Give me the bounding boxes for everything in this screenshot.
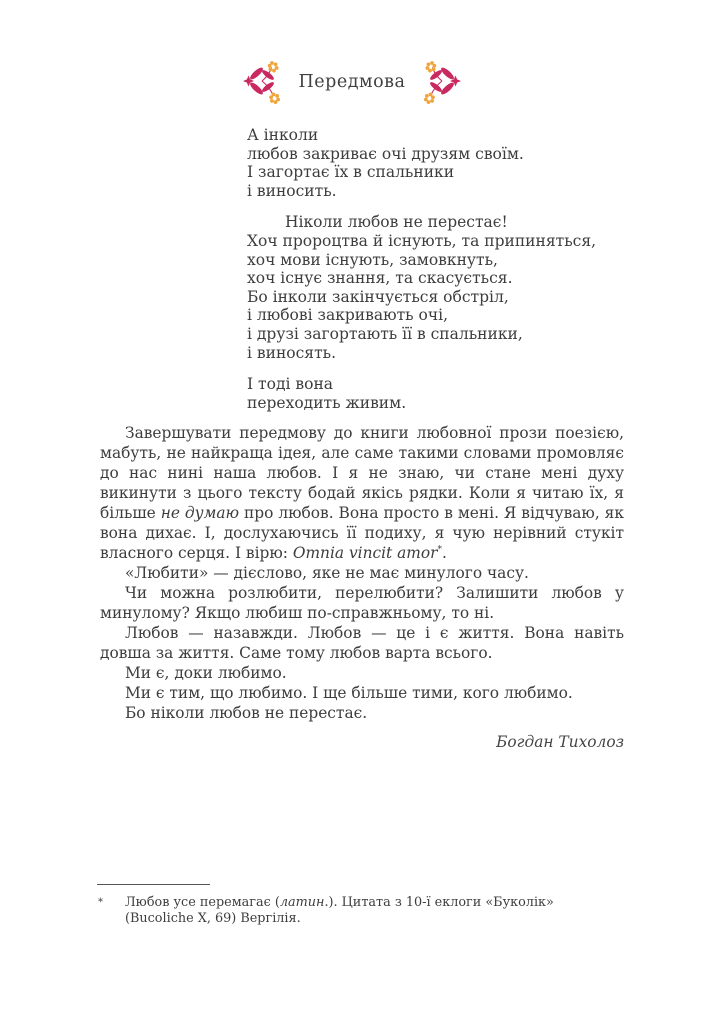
chapter-header bbox=[0, 60, 704, 104]
poem-line: переходить живим. bbox=[247, 393, 407, 412]
poem-line: і друзі загортають її в спальники, bbox=[247, 324, 523, 343]
poem-line: любов закриває очі друзям своїм. bbox=[247, 144, 524, 163]
poem-line: І тоді вона bbox=[247, 375, 334, 394]
poem-stanza bbox=[247, 126, 596, 200]
poem-line: Ніколи любов не перестає! bbox=[285, 213, 508, 232]
footnote-text: .). Цитата з 10-ї еклоги «Буколік» (Bucoliche X, 69) Вергілія. bbox=[125, 895, 554, 926]
prose-paragraph: Любов — назавжди. Любов — це і є життя. Вона навіть довша за життя. Саме тому любов варта всього. bbox=[100, 624, 624, 662]
prose-paragraph: «Любити» — дієслово, яке не має минулого часу. bbox=[125, 564, 529, 582]
floral-ornament-right-icon bbox=[422, 60, 462, 104]
latin-quote: Omnia vincit amor bbox=[292, 544, 438, 562]
footnote-text: Любов усе перемагає ( bbox=[125, 895, 280, 910]
poem-stanza bbox=[247, 375, 596, 412]
prose-paragraph: Чи можна розлюбити, перелюбити? Залишити любов у минулому? Якщо любиш по-справжньому, то ні. bbox=[100, 584, 624, 622]
preface-prose bbox=[100, 423, 624, 752]
poem-line: хоч мови існують, замовкнуть, bbox=[247, 250, 498, 269]
poem-line: і виносить. bbox=[247, 181, 337, 200]
page-title: Передмова bbox=[298, 72, 406, 92]
prose-text: Завершувати передмову до книги любовної прози поезією, мабуть, не найкраща ідея, але саме такими словами промовляє до нас нині наша любов. І я не знаю, чи стане мені духу викинути з цього тексту бодай якісь рядки. Коли я читаю їх, я більше bbox=[100, 424, 624, 522]
footnote-divider bbox=[97, 884, 210, 885]
prose-paragraph: Ми є, доки любимо. bbox=[125, 664, 287, 682]
poem-line: і виносять. bbox=[247, 343, 337, 362]
prose-text: про любов. Вона просто в мені. Я відчуваю, як вона дихає. І, дослухаючись її подиху, я чую нерівний стукіт власного серця. І вірю: bbox=[100, 504, 624, 562]
poem-line: хоч існує знання, та скасується. bbox=[247, 269, 513, 288]
footnote bbox=[97, 884, 625, 927]
poem-line: Бо інколи закінчується обстріл, bbox=[247, 287, 509, 306]
footnote-reference-marker: * bbox=[437, 544, 442, 555]
footnote-marker: * bbox=[98, 897, 103, 908]
prose-paragraph: Ми є тим, що любимо. І ще більше тими, кого любимо. bbox=[125, 684, 573, 702]
poem-stanza bbox=[247, 213, 596, 362]
prose-text-italic: не думаю bbox=[160, 504, 240, 522]
poem-line: І загортає їх в спальники bbox=[247, 163, 455, 182]
poem-line: А інколи bbox=[247, 126, 319, 144]
poem-line: і любові закривають очі, bbox=[247, 306, 449, 325]
footnote-text-italic: латин bbox=[279, 895, 325, 910]
poem-line: Хоч пророцтва й існують, та припиняться, bbox=[247, 231, 597, 250]
epigraph-poem bbox=[247, 126, 596, 412]
prose-paragraph bbox=[100, 423, 624, 563]
prose-text: . bbox=[442, 544, 447, 562]
footnote-body bbox=[97, 895, 625, 927]
author-signature: Богдан Тихолоз bbox=[496, 733, 624, 751]
prose-paragraph: Бо ніколи любов не перестає. bbox=[125, 704, 368, 722]
floral-ornament-left-icon bbox=[242, 60, 282, 104]
